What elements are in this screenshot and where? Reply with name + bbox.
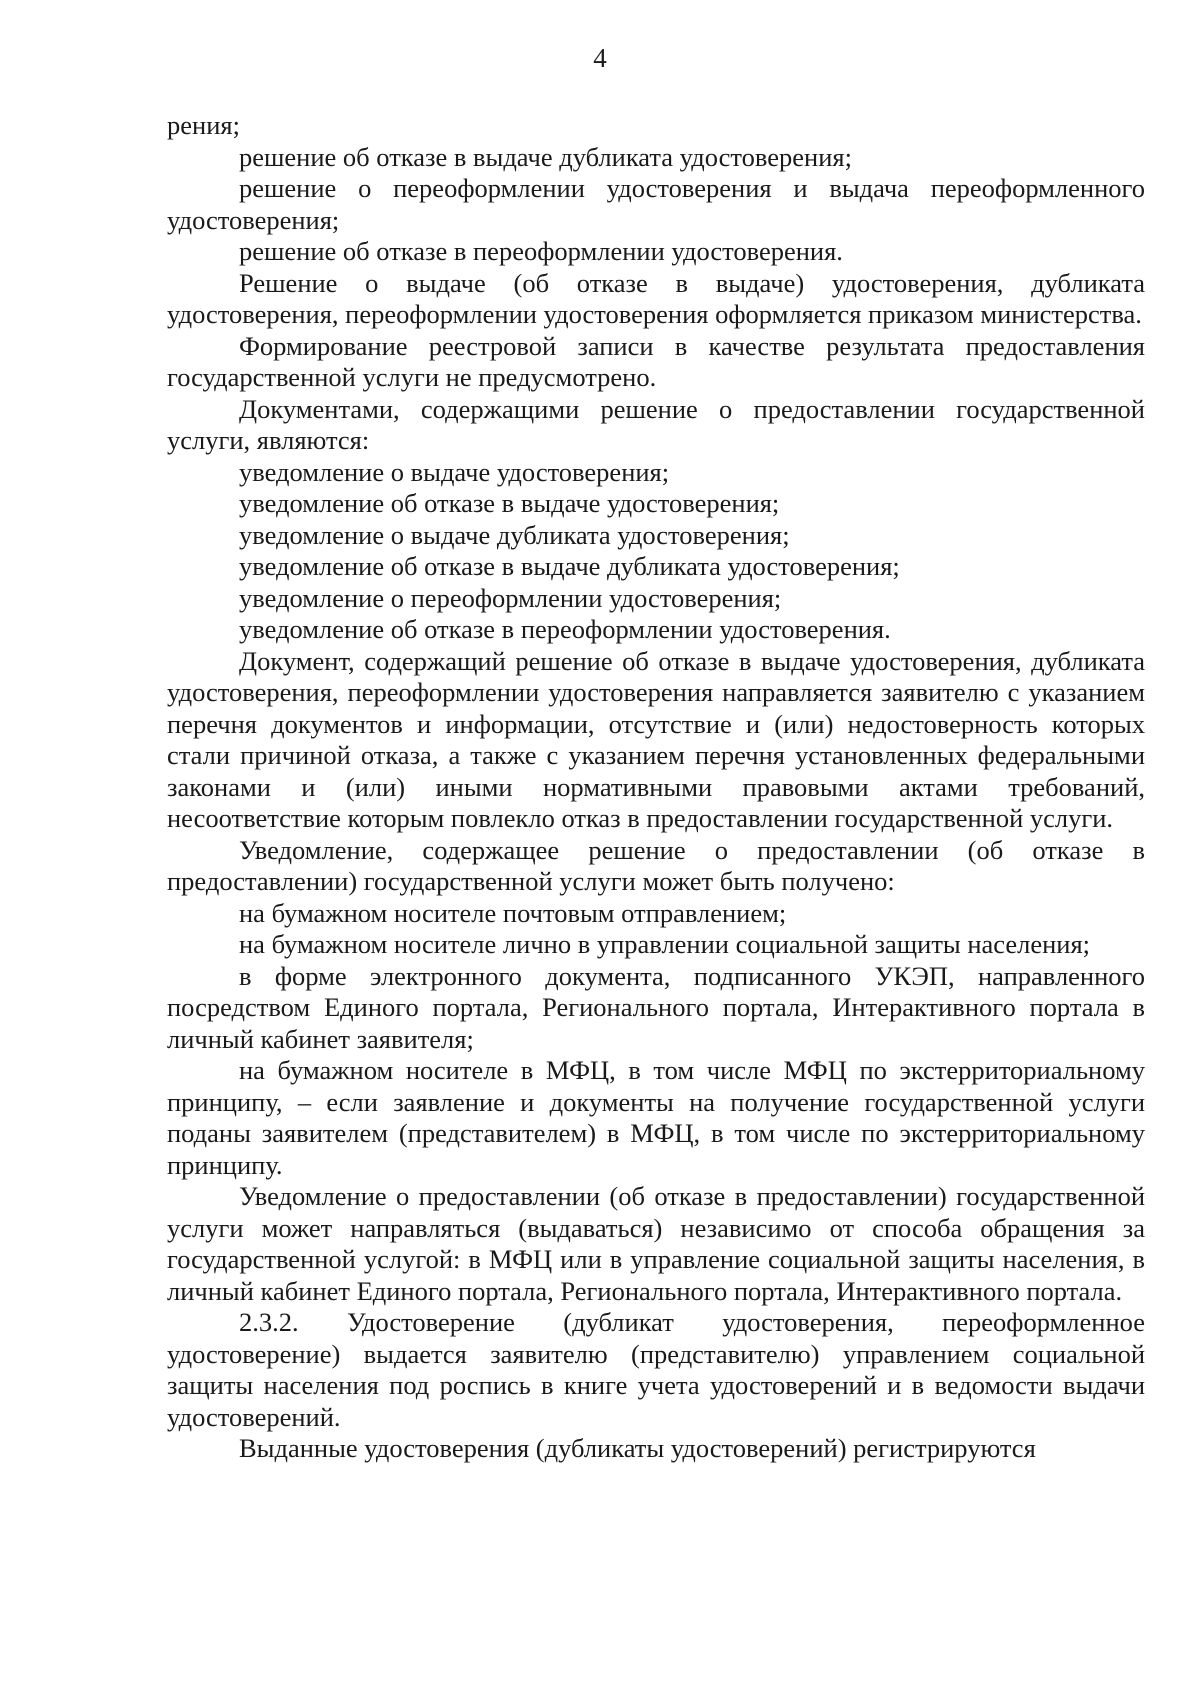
paragraph: на бумажном носителе в МФЦ, в том числе МФЦ по экстерриториальному принципу, – если заявление и документы на получение государственной услуги поданы заявителем (представителем) в МФЦ, в том числе по экстерриториальному принципу. [167, 1055, 1145, 1180]
paragraph: рения; [167, 110, 240, 140]
paragraph: решение об отказе в переоформлении удостоверения. [239, 236, 843, 266]
paragraph: Уведомление о предоставлении (об отказе в предоставлении) государственной услуги может направляться (выдаваться) независимо от способа обращения за государственной услугой: в МФЦ или в управление социальной защиты населения, в личный кабинет Единого портала, Регионального портала, Интерактивного портала. [167, 1181, 1145, 1306]
paragraph: Формирование реестровой записи в качестве результата предоставления государственной услуги не предусмотрено. [167, 330, 1145, 392]
paragraph: уведомление о переоформлении удостоверения; [239, 582, 782, 613]
paragraph: решение о переоформлении удостоверения и выдача переоформленного удостоверения; [167, 173, 1145, 235]
paragraph: решение об отказе в выдаче дубликата удостоверения; [239, 141, 852, 172]
paragraph: уведомление о выдаче дубликата удостоверения; [239, 519, 790, 550]
paragraph: в форме электронного документа, подписанного УКЭП, направленного посредством Единого портала, Регионального портала, Интерактивного портала в личный кабинет заявителя; [167, 960, 1145, 1054]
page-number: 4 [593, 43, 607, 73]
paragraph: 2.3.2. Удостоверение (дубликат удостоверения, переоформленное удостоверение) выдается заявителю (представителю) управлением социальной защиты населения под роспись в книге учета удостоверений и в ведомости выдачи удостоверений. [167, 1307, 1145, 1432]
paragraph: уведомление об отказе в выдаче удостоверения; [239, 488, 780, 518]
paragraph: на бумажном носителе почтовым отправлением; [239, 897, 787, 928]
paragraph: Уведомление, содержащее решение о предоставлении (об отказе в предоставлении) государственной услуги может быть получено: [167, 834, 1145, 896]
paragraph: Выданные удостоверения (дубликаты удостоверений) регистрируются [239, 1433, 1036, 1463]
paragraph: на бумажном носителе лично в управлении социальной защиты населения; [239, 929, 1091, 959]
paragraph: Документ, содержащий решение об отказе в выдаче удостоверения, дубликата удостоверения, переоформлении удостоверения направляется заявителю с указанием перечня документов и информации, отсутствие и (или) недостоверность которых стали причиной отказа, а также с указанием перечня установленных федеральными законами и (или) иными нормативными правовыми актами требований, несоответствие которым повлекло отказ в предоставлении государственной услуги. [167, 645, 1145, 833]
paragraph: уведомление об отказе в переоформлении удостоверения. [239, 614, 891, 644]
paragraph: уведомление об отказе в выдаче дубликата удостоверения; [239, 551, 900, 581]
paragraph: Документами, содержащими решение о предоставлении государственной услуги, являются: [167, 393, 1145, 455]
paragraph: уведомление о выдаче удостоверения; [239, 456, 670, 487]
paragraph: Решение о выдаче (об отказе в выдаче) удостоверения, дубликата удостоверения, переоформлении удостоверения оформляется приказом министерства. [167, 267, 1145, 329]
document-body [167, 110, 1145, 1465]
